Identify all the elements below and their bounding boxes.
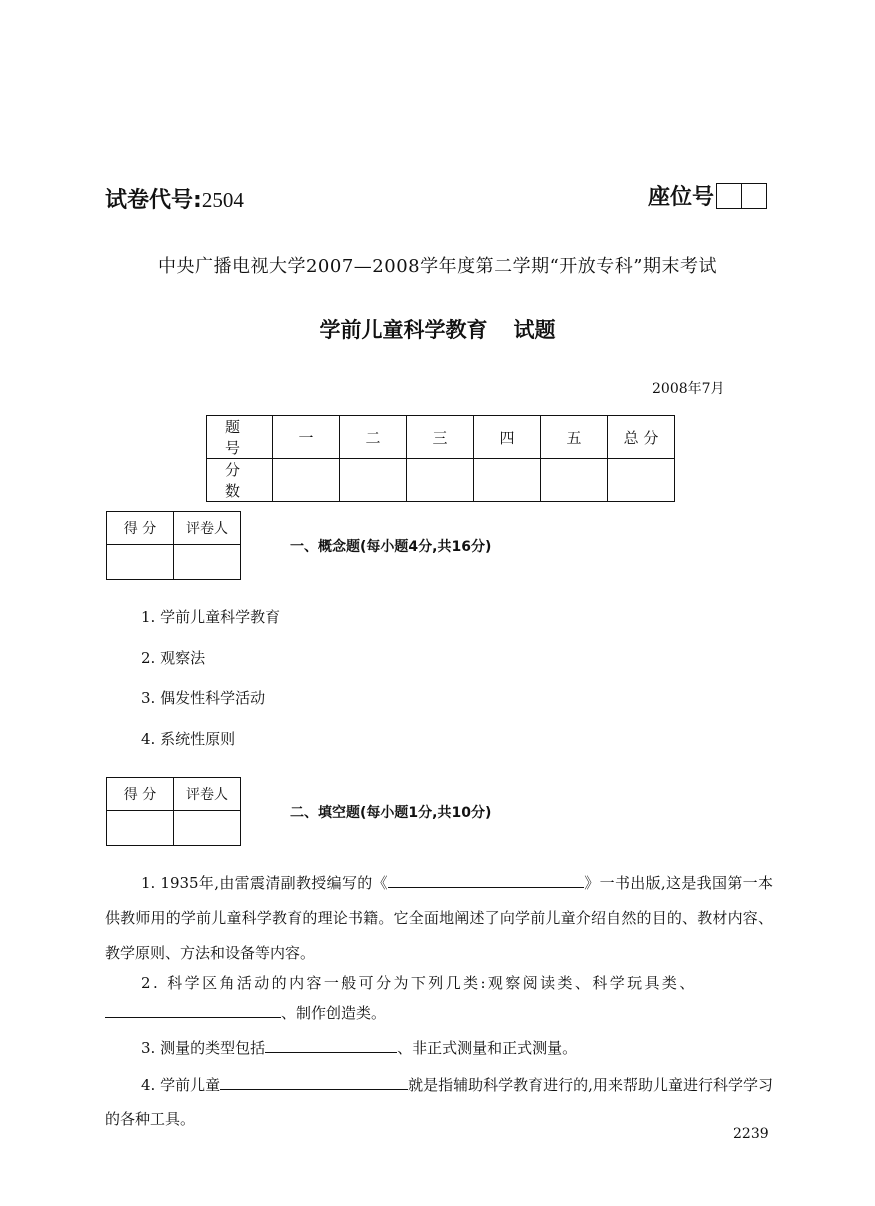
section1-item: 1. 学前儿童科学教育 [141,608,281,626]
section1-grader-box [106,511,241,580]
grader-score-label: 得 分 [107,512,174,545]
exam-date: 2008年7月 [652,381,725,397]
fill-question-2-cont: 、制作创造类。 [105,1002,386,1023]
answer-blank[interactable] [388,873,584,888]
score-cell [340,459,407,502]
seat-box [742,183,767,209]
grader-score-cell [107,545,174,580]
exam-title: 中央广播电视大学2007—2008学年度第二学期“开放专科”期末考试 [157,256,718,277]
subject-name: 学前儿童科学教育 [319,318,488,342]
column-header: 一 [273,416,340,459]
answer-blank[interactable] [220,1075,408,1090]
score-cell [541,459,608,502]
grader-name-label: 评卷人 [174,778,241,811]
section2-grader-box [106,777,241,846]
score-cell [608,459,675,502]
seat-number-label: 座位号 [648,185,715,210]
paper-code-value: 2504 [201,188,244,212]
column-header: 总 分 [608,416,675,459]
grader-name-label: 评卷人 [174,512,241,545]
section1-title: 一、概念题(每小题4分,共16分) [290,539,492,555]
question-number-label: 题 号 [207,416,273,459]
answer-blank[interactable] [265,1038,397,1053]
score-table-score-row [207,459,675,502]
grader-name-cell [174,545,241,580]
seat-number [648,180,767,211]
grader-score-cell [107,811,174,846]
column-header: 四 [474,416,541,459]
subject-title [0,314,875,344]
paper-code [105,183,244,214]
grader-name-cell [174,811,241,846]
section1-item: 2. 观察法 [141,649,206,667]
section2-title: 二、填空题(每小题1分,共10分) [290,805,492,821]
score-table-header-row [207,416,675,459]
score-cell [407,459,474,502]
score-table [206,415,675,502]
fill-question-3: 3. 测量的类型包括 、非正式测量和正式测量。 [141,1039,578,1057]
fill-question-1: 1. 1935年,由雷震清副教授编写的《 》一书出版,这是我国第一本供教师用的学前儿童科学教育的理论书籍。它全面地阐述了向学前儿童介绍自然的目的、教材内容、教学原则、方法和设备等内容。 [105,874,773,962]
answer-blank[interactable] [105,1003,281,1018]
seat-number-boxes [716,183,767,209]
seat-box [716,183,742,209]
section1-item: 3. 偶发性科学活动 [141,689,266,707]
fill-question-2: 2. 科学区角活动的内容一般可分为下列几类:观察阅读类、科学玩具类、 [141,974,697,992]
subject-suffix: 试题 [513,318,556,342]
column-header: 二 [340,416,407,459]
fill-question-4: 4. 学前儿童 就是指辅助科学教育进行的,用来帮助儿童进行科学学习的各种工具。 [105,1076,773,1128]
column-header: 三 [407,416,474,459]
section1-item: 4. 系统性原则 [141,730,236,748]
score-cell [273,459,340,502]
score-cell [474,459,541,502]
grader-score-label: 得 分 [107,778,174,811]
score-label: 分 数 [207,459,273,502]
paper-code-label: 试卷代号: [105,188,202,213]
column-header: 五 [541,416,608,459]
page-number: 2239 [733,1126,769,1142]
